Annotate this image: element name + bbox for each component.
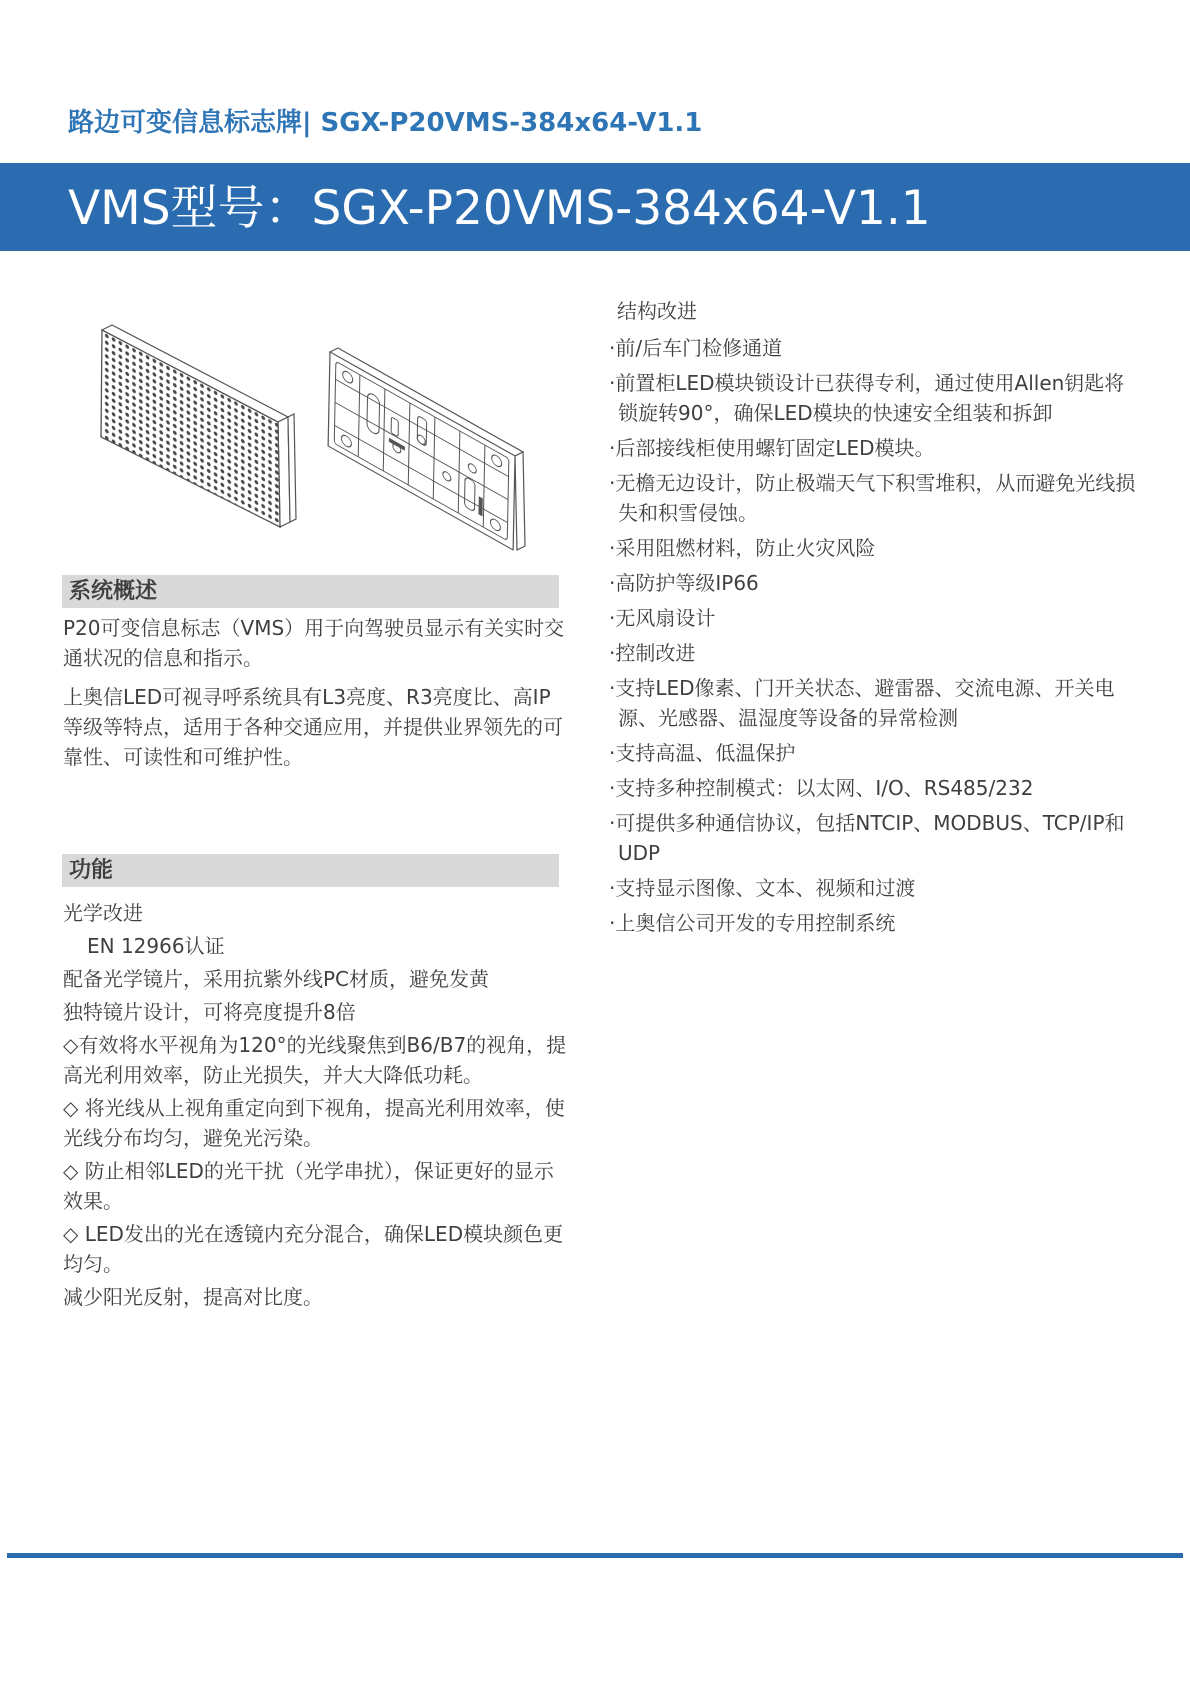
feature-item: 配备光学镜片，采用抗紫外线PC材质，避免发黄 — [63, 967, 490, 991]
improvements-column — [609, 296, 1136, 943]
improvement-item: ·前/后车门检修通道 — [609, 336, 783, 360]
improvement-item: ·无风扇设计 — [609, 606, 716, 630]
features-body — [63, 898, 570, 1315]
improvement-item: ·可提供多种通信协议，包括NTCIP、MODBUS、TCP/IP和UDP — [609, 811, 1125, 865]
model-banner-title: VMS型号：SGX-P20VMS-384x64-V1.1 — [68, 181, 931, 236]
overview-paragraph: 上奥信LED可视寻呼系统具有L3亮度、R3亮度比、高IP等级等特点，适用于各种交通应用，并提供业界领先的可靠性、可读性和可维护性。 — [63, 685, 563, 769]
improvement-item: ·上奥信公司开发的专用控制系统 — [609, 911, 896, 935]
model-banner — [0, 163, 1190, 251]
improvements-heading: 结构改进 — [617, 299, 697, 323]
overview-paragraph: P20可变信息标志（VMS）用于向驾驶员显示有关实时交通状况的信息和指示。 — [63, 616, 565, 670]
features-section-title: 功能 — [69, 858, 114, 883]
led-module-front-figure — [83, 293, 305, 547]
improvement-item: ·支持LED像素、门开关状态、避雷器、交流电源、开关电源、光感器、温湿度等设备的异常检测 — [609, 676, 1115, 730]
feature-item: ◇有效将水平视角为120°的光线聚焦到B6/B7的视角，提高光利用效率，防止光损失，并大大降低功耗。 — [63, 1033, 567, 1087]
improvement-item: ·控制改进 — [609, 641, 696, 665]
feature-item: ◇ 防止相邻LED的光干扰（光学串扰），保证更好的显示效果。 — [63, 1159, 554, 1213]
improvement-item: ·支持显示图像、文本、视频和过渡 — [609, 876, 916, 900]
improvement-item: ·高防护等级IP66 — [609, 571, 759, 595]
feature-item: 减少阳光反射，提高对比度。 — [63, 1285, 323, 1309]
feature-item: ◇ LED发出的光在透镜内充分混合，确保LED模块颜色更均匀。 — [63, 1222, 564, 1276]
led-module-back-figure — [310, 338, 542, 580]
overview-body — [63, 613, 568, 781]
document-eyebrow-title: 路边可变信息标志牌| SGX-P20VMS-384x64-V1.1 — [68, 108, 703, 138]
improvement-item: ·支持多种控制模式：以太网、I/O、RS485/232 — [609, 776, 1034, 800]
improvement-item: ·无檐无边设计，防止极端天气下积雪堆积，从而避免光线损失和积雪侵蚀。 — [609, 471, 1136, 525]
feature-item: ◇ 将光线从上视角重定向到下视角，提高光利用效率，使光线分布均匀，避免光污染。 — [63, 1096, 565, 1150]
footer-divider — [7, 1553, 1183, 1558]
overview-section-title: 系统概述 — [69, 579, 158, 604]
overview-section-header — [62, 575, 559, 608]
feature-item: 光学改进 — [63, 901, 143, 925]
feature-item: 独特镜片设计，可将亮度提升8倍 — [63, 1000, 356, 1024]
improvement-item: ·采用阻燃材料，防止火灾风险 — [609, 536, 876, 560]
improvement-item: ·支持高温、低温保护 — [609, 741, 796, 765]
improvement-item: ·前置柜LED模块锁设计已获得专利，通过使用Allen钥匙将锁旋转90°，确保LED模块的快速安全组装和拆卸 — [609, 371, 1125, 425]
feature-item: EN 12966认证 — [87, 934, 225, 958]
features-section-header — [62, 854, 559, 887]
improvement-item: ·后部接线柜使用螺钉固定LED模块。 — [609, 436, 935, 460]
